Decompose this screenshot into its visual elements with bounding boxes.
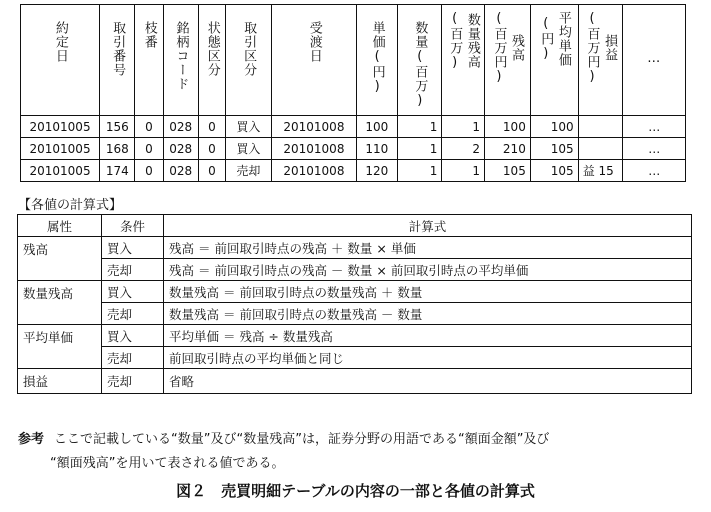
col-profit-loss: (百万円) 損益 <box>578 5 623 116</box>
col-settle-date: 受渡日 <box>271 5 356 116</box>
cell-qty-balance: 2 <box>442 138 485 160</box>
cell-trade-no: 156 <box>100 116 135 138</box>
cell-profit-loss <box>578 116 623 138</box>
cond-cell: 買入 <box>102 281 164 303</box>
cell-balance: 105 <box>485 160 531 182</box>
cell-contract-date: 20101005 <box>21 116 100 138</box>
cond-cell: 売却 <box>102 347 164 369</box>
table-row <box>18 237 692 259</box>
note-line-1: ここで記載している“数量”及び“数量残高”は，証券分野の用語である“額面金額”及び <box>54 432 550 447</box>
cell-branch: 0 <box>135 138 163 160</box>
table-row <box>18 281 692 303</box>
header-row <box>21 5 686 116</box>
cell-trade-type: 売却 <box>225 160 271 182</box>
cell-balance: 100 <box>485 116 531 138</box>
calc-col-condition: 条件 <box>102 215 164 237</box>
cond-cell: 売却 <box>102 303 164 325</box>
formula-cell: 前回取引時点の平均単価と同じ <box>164 347 692 369</box>
table-row <box>21 138 686 160</box>
calc-header-row <box>18 215 692 237</box>
cell-branch: 0 <box>135 160 163 182</box>
formula-cell: 残高 ＝ 前回取引時点の残高 ＋ 数量 × 単価 <box>164 237 692 259</box>
cell-avg-price: 100 <box>530 116 578 138</box>
cell-status: 0 <box>198 160 225 182</box>
cell-trade-type: 買入 <box>225 116 271 138</box>
calc-formula-table <box>17 214 692 394</box>
reference-note <box>18 428 698 476</box>
attr-avg-price: 平均単価 <box>18 325 102 369</box>
cond-cell: 売却 <box>102 369 164 394</box>
cell-issue-code: 028 <box>163 138 198 160</box>
table-row <box>21 116 686 138</box>
cell-more: … <box>623 160 686 182</box>
cell-settle-date: 20101008 <box>271 160 356 182</box>
cell-unit-price: 110 <box>357 138 398 160</box>
note-label: 参考 <box>18 432 45 447</box>
attr-qty-balance: 数量残高 <box>18 281 102 325</box>
cell-contract-date: 20101005 <box>21 160 100 182</box>
attr-profit-loss: 損益 <box>18 369 102 394</box>
col-quantity: 数量(百万) <box>397 5 442 116</box>
cell-trade-no: 168 <box>100 138 135 160</box>
cell-profit-loss <box>578 138 623 160</box>
col-contract-date: 約定日 <box>21 5 100 116</box>
col-branch: 枝番 <box>135 5 163 116</box>
table-row <box>18 303 692 325</box>
cell-qty-balance: 1 <box>442 160 485 182</box>
col-trade-no: 取引番号 <box>100 5 135 116</box>
col-unit-price: 単価(円) <box>357 5 398 116</box>
formula-cell: 平均単価 ＝ 残高 ÷ 数量残高 <box>164 325 692 347</box>
col-status: 状態区分 <box>198 5 225 116</box>
cell-unit-price: 120 <box>357 160 398 182</box>
cell-quantity: 1 <box>397 138 442 160</box>
table-row <box>18 259 692 281</box>
attr-balance: 残高 <box>18 237 102 281</box>
cell-trade-type: 買入 <box>225 138 271 160</box>
calc-col-formula: 計算式 <box>164 215 692 237</box>
col-more: … <box>623 5 686 116</box>
col-qty-balance: (百万) 数量残高 <box>442 5 485 116</box>
table-row <box>18 369 692 394</box>
cell-branch: 0 <box>135 116 163 138</box>
cond-cell: 売却 <box>102 259 164 281</box>
cell-issue-code: 028 <box>163 116 198 138</box>
calc-section-label: 【各値の計算式】 <box>18 198 123 213</box>
cell-avg-price: 105 <box>530 160 578 182</box>
cell-trade-no: 174 <box>100 160 135 182</box>
cell-settle-date: 20101008 <box>271 116 356 138</box>
table-row <box>18 347 692 369</box>
formula-cell: 数量残高 ＝ 前回取引時点の数量残高 ＋ 数量 <box>164 281 692 303</box>
note-line-2: “額面残高”を用いて表される値である。 <box>50 456 285 471</box>
cell-status: 0 <box>198 138 225 160</box>
cell-issue-code: 028 <box>163 160 198 182</box>
formula-cell: 残高 ＝ 前回取引時点の残高 － 数量 × 前回取引時点の平均単価 <box>164 259 692 281</box>
cell-more: … <box>623 116 686 138</box>
trade-detail-table <box>20 4 686 182</box>
cell-unit-price: 100 <box>357 116 398 138</box>
cell-quantity: 1 <box>397 160 442 182</box>
cell-contract-date: 20101005 <box>21 138 100 160</box>
cell-profit-loss: 益 15 <box>578 160 623 182</box>
cell-more: … <box>623 138 686 160</box>
calc-col-attribute: 属性 <box>18 215 102 237</box>
cell-settle-date: 20101008 <box>271 138 356 160</box>
cell-status: 0 <box>198 116 225 138</box>
cond-cell: 買入 <box>102 325 164 347</box>
col-trade-type: 取引区分 <box>225 5 271 116</box>
col-balance: (百万円) 残高 <box>485 5 531 116</box>
cond-cell: 買入 <box>102 237 164 259</box>
col-issue-code: 銘柄コード <box>163 5 198 116</box>
formula-cell: 数量残高 ＝ 前回取引時点の数量残高 － 数量 <box>164 303 692 325</box>
cell-quantity: 1 <box>397 116 442 138</box>
cell-qty-balance: 1 <box>442 116 485 138</box>
col-avg-price: (円) 平均単価 <box>530 5 578 116</box>
figure-caption: 図２ 売買明細テーブルの内容の一部と各値の計算式 <box>176 482 535 500</box>
table-row <box>21 160 686 182</box>
formula-cell: 省略 <box>164 369 692 394</box>
table-row <box>18 325 692 347</box>
cell-balance: 210 <box>485 138 531 160</box>
cell-avg-price: 105 <box>530 138 578 160</box>
